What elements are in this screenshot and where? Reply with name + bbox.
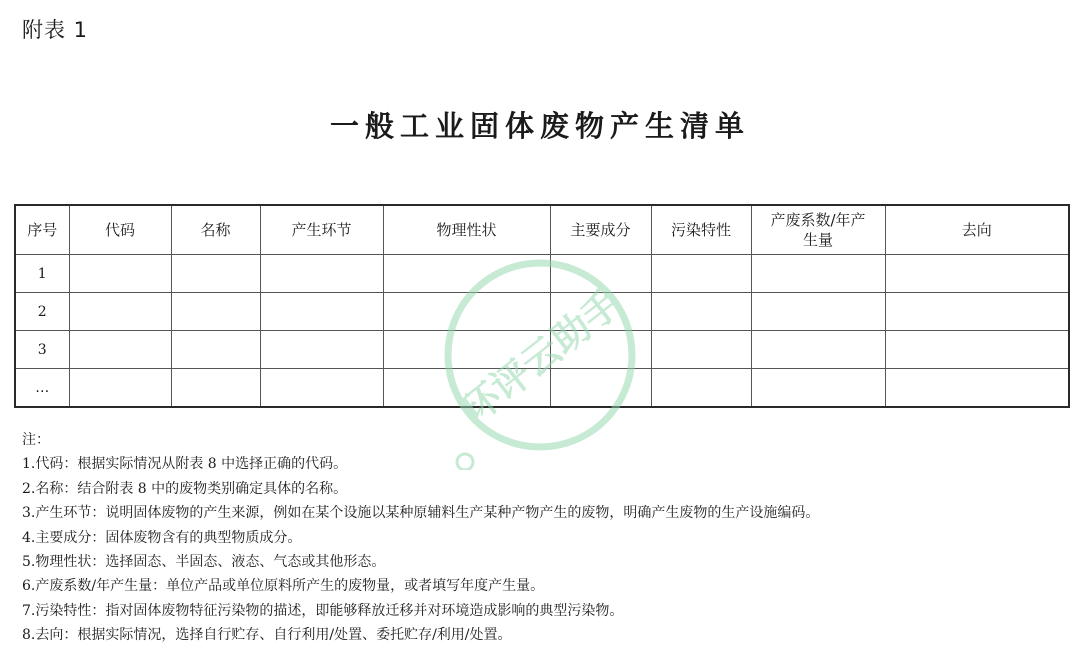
note-item: 3.产生环节：说明固体废物的产生来源，例如在某个设施以某种原辅料生产某种产物产生的废物，明确产生废物的生产设施编码。	[22, 505, 820, 522]
table-cell	[651, 369, 751, 408]
table-cell	[550, 293, 651, 331]
table-cell	[651, 255, 751, 293]
table-cell	[69, 293, 171, 331]
table-cell: 1	[15, 255, 69, 293]
table-header-row	[15, 205, 1069, 255]
table-cell	[69, 255, 171, 293]
table-cell	[885, 331, 1069, 369]
note-item: 8.去向：根据实际情况，选择自行贮存、自行利用/处置、委托贮存/利用/处置。	[22, 627, 512, 644]
table-cell	[651, 293, 751, 331]
note-item: 7.污染特性：指对固体废物特征污染物的描述，即能够释放迁移并对环境造成影响的典型污染物。	[22, 602, 624, 619]
note-item: 6.产废系数/年产生量：单位产品或单位原料所产生的废物量，或者填写年度产生量。	[22, 578, 545, 595]
table-cell	[885, 293, 1069, 331]
table-cell: …	[15, 369, 69, 408]
header-generation-stage: 产生环节	[260, 205, 383, 255]
document-title: 一般工业固体废物产生清单	[329, 109, 750, 143]
waste-list-table	[14, 204, 1070, 408]
note-item: 5.物理性状：选择固态、半固态、液态、气态或其他形态。	[22, 554, 386, 571]
note-item: 1.代码：根据实际情况从附表 8 中选择正确的代码。	[22, 456, 348, 473]
notes-heading: 注：	[22, 432, 50, 448]
watermark-text: 环评云助手	[452, 280, 630, 433]
note-item: 2.名称：结合附表 8 中的废物类别确定具体的名称。	[22, 480, 348, 497]
table-cell	[260, 293, 383, 331]
table-row	[15, 255, 1069, 293]
appendix-label: 附表 1	[22, 18, 89, 42]
table-cell	[383, 331, 550, 369]
table-cell	[550, 255, 651, 293]
header-main-component: 主要成分	[550, 205, 651, 255]
header-index: 序号	[15, 205, 69, 255]
table-cell	[751, 293, 885, 331]
table-cell	[885, 369, 1069, 408]
note-item: 4.主要成分：固体废物含有的典型物质成分。	[22, 529, 302, 546]
table-cell	[751, 255, 885, 293]
header-pollution-property: 污染特性	[651, 205, 751, 255]
table-cell	[260, 255, 383, 293]
table-row	[15, 369, 1069, 408]
table-cell	[260, 331, 383, 369]
header-generation-rate: 产废系数/年产生量	[751, 205, 885, 255]
table-cell	[171, 331, 260, 369]
table-cell	[171, 255, 260, 293]
table-cell	[69, 331, 171, 369]
table-cell	[260, 369, 383, 408]
notes-section	[22, 428, 1062, 648]
table-cell	[550, 331, 651, 369]
table-cell	[751, 369, 885, 408]
table-cell	[383, 255, 550, 293]
table-row	[15, 331, 1069, 369]
table-row	[15, 293, 1069, 331]
table-cell	[550, 369, 651, 408]
table-cell	[383, 369, 550, 408]
table-cell	[885, 255, 1069, 293]
table-cell	[383, 293, 550, 331]
table-cell: 2	[15, 293, 69, 331]
header-destination: 去向	[885, 205, 1069, 255]
header-code: 代码	[69, 205, 171, 255]
table-cell	[171, 369, 260, 408]
table-cell	[751, 331, 885, 369]
table-cell	[171, 293, 260, 331]
table-cell: 3	[15, 331, 69, 369]
table-cell	[69, 369, 171, 408]
header-physical-state: 物理性状	[383, 205, 550, 255]
table-cell	[651, 331, 751, 369]
header-name: 名称	[171, 205, 260, 255]
